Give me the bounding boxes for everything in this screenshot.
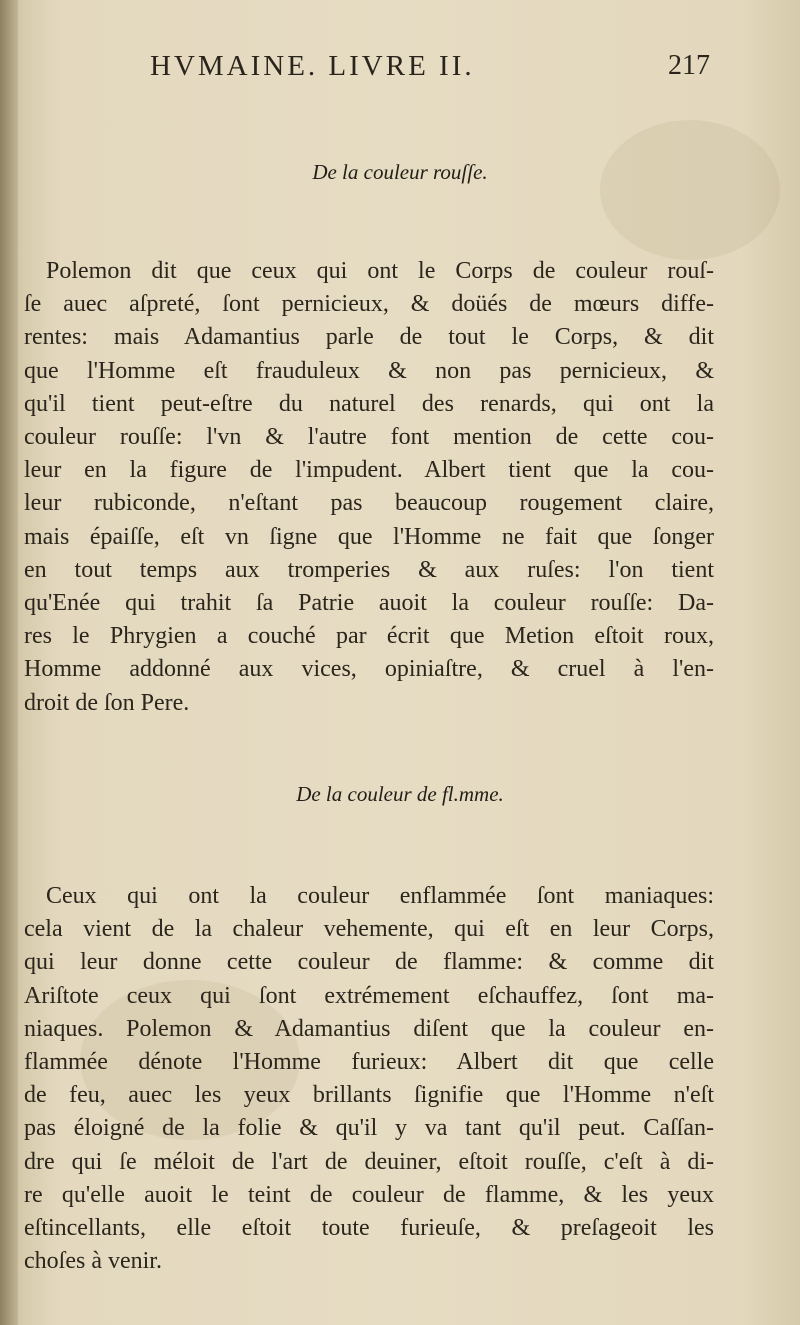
text-line: choſes à venir. bbox=[24, 1248, 162, 1275]
text-line: qui leur donne cette couleur de flamme: & comme dit bbox=[24, 949, 714, 976]
section-paragraph bbox=[24, 255, 714, 720]
text-line: Polemon dit que ceux qui ont le Corps de couleur rouſ- bbox=[46, 258, 714, 284]
text-line: Ariſtote ceux qui ſont extrémement eſchauffez, ſont ma- bbox=[24, 982, 714, 1009]
text-line: leur rubiconde, n'eſtant pas beaucoup rougement claire, bbox=[24, 490, 714, 517]
text-line: mais épaiſſe, eſt vn ſigne que l'Homme ne fait que ſonger bbox=[24, 523, 714, 550]
text-line: qu'il tient peut-eſtre du naturel des renards, qui ont la bbox=[24, 390, 714, 417]
text-line: qu'Enée qui trahit ſa Patrie auoit la couleur rouſſe: Da- bbox=[24, 590, 714, 617]
text-line: niaques. Polemon & Adamantius diſent que la couleur en- bbox=[24, 1015, 714, 1042]
section-title: De la couleur de fl.mme. bbox=[296, 782, 504, 806]
running-head: HVMAINE. LIVRE II. bbox=[150, 50, 475, 82]
text-line: droit de ſon Pere. bbox=[24, 689, 190, 716]
text-line: rentes: mais Adamantius parle de tout le Corps, & dit bbox=[24, 324, 714, 351]
text-line: dre qui ſe méloit de l'art de deuiner, eſtoit rouſſe, c'eſt à di- bbox=[24, 1148, 714, 1175]
text-line: Homme addonné aux vices, opiniaſtre, & cruel à l'en- bbox=[24, 656, 714, 683]
text-line: res le Phrygien a couché par écrit que Metion eſtoit roux, bbox=[24, 623, 714, 650]
text-line: ſe auec aſpreté, ſont pernicieux, & doüés de mœurs diffe- bbox=[24, 291, 714, 318]
text-line: eſtincellants, elle eſtoit toute furieuſe, & preſageoit les bbox=[24, 1215, 714, 1242]
section-title: De la couleur rouſſe. bbox=[312, 160, 488, 184]
text-line: pas éloigné de la folie & qu'il y va tant qu'il peut. Caſſan- bbox=[24, 1115, 714, 1142]
text-line: flammée dénote l'Homme furieux: Albert dit que celle bbox=[24, 1049, 714, 1076]
page-header bbox=[150, 50, 710, 90]
text-line: cela vient de la chaleur vehemente, qui eſt en leur Corps, bbox=[24, 916, 714, 943]
text-line: re qu'elle auoit le teint de couleur de flamme, & les yeux bbox=[24, 1181, 714, 1208]
text-line: de feu, auec les yeux brillants ſignifie que l'Homme n'eſt bbox=[24, 1082, 714, 1109]
text-line: que l'Homme eſt frauduleux & non pas pernicieux, & bbox=[24, 357, 714, 384]
text-line: Ceux qui ont la couleur enflammée ſont maniaques: bbox=[46, 883, 714, 909]
text-line: couleur rouſſe: l'vn & l'autre font mention de cette cou- bbox=[24, 424, 714, 451]
paper-stain bbox=[600, 120, 780, 260]
page-gutter bbox=[0, 0, 18, 1325]
text-line: en tout temps aux tromperies & aux ruſes: l'on tient bbox=[24, 556, 714, 583]
page-number: 217 bbox=[668, 50, 710, 81]
text-line: leur en la figure de l'impudent. Albert tient que la cou- bbox=[24, 457, 714, 484]
section-paragraph bbox=[24, 880, 714, 1278]
